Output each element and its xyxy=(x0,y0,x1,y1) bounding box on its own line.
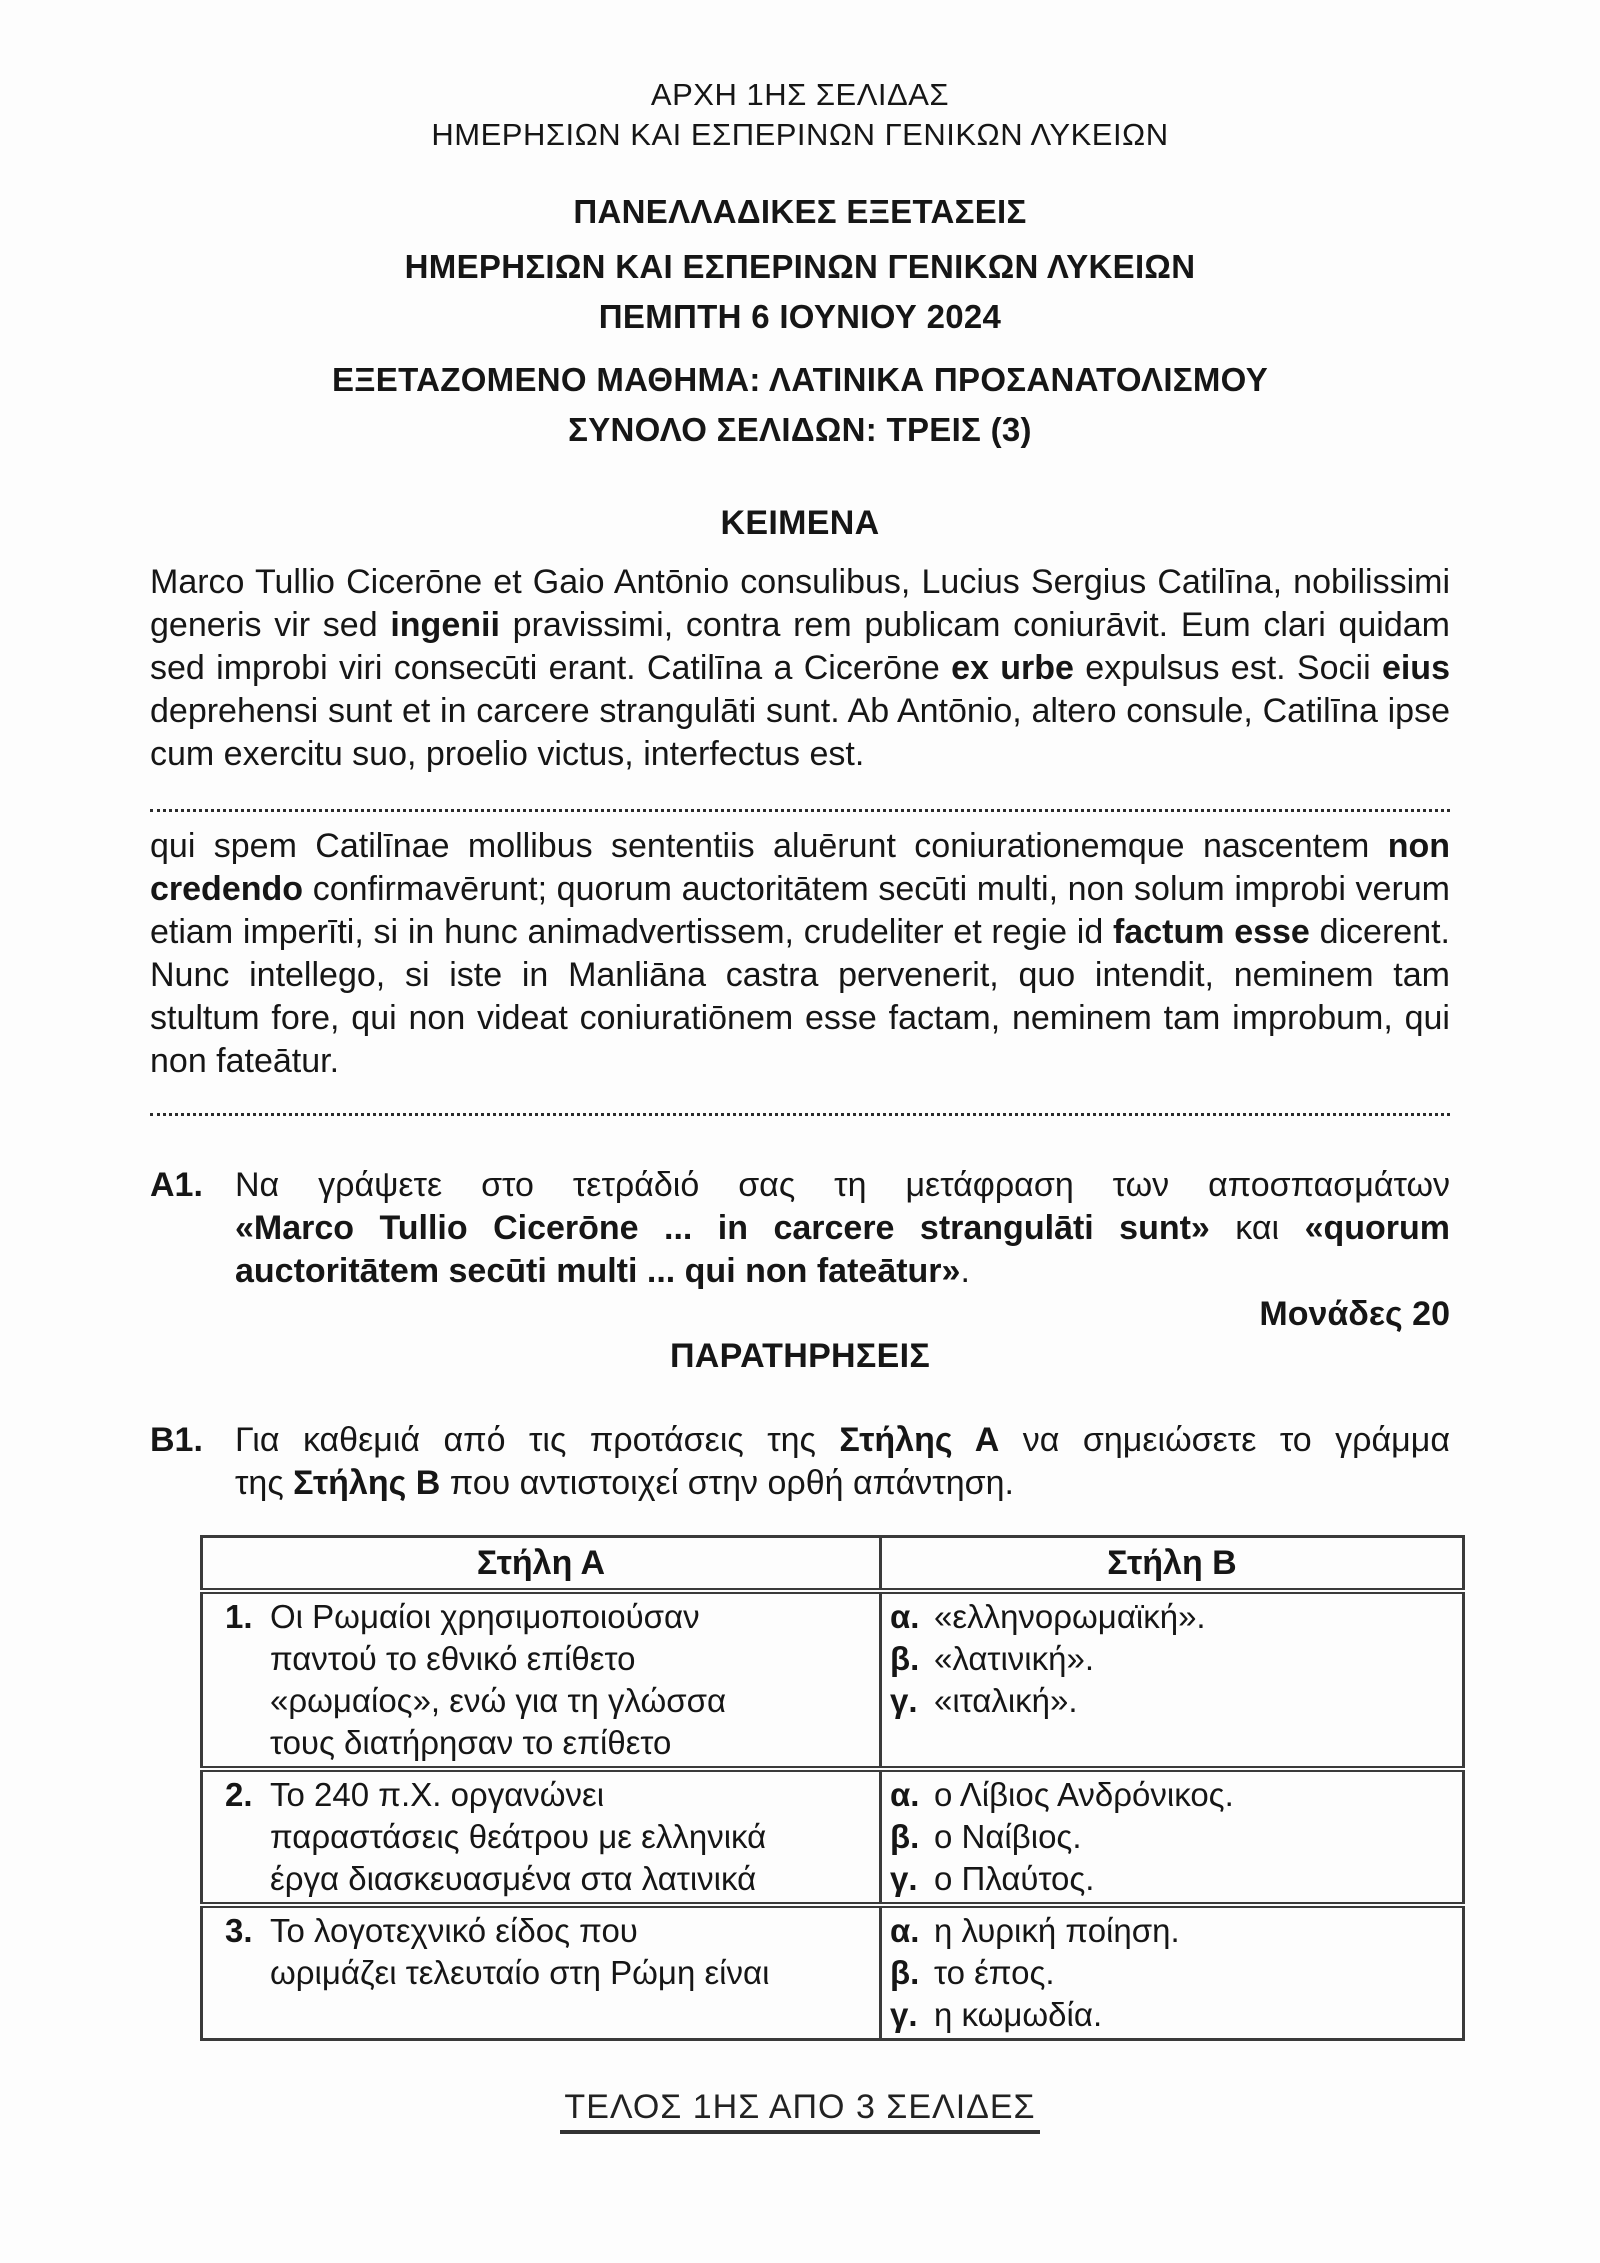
text-line xyxy=(235,1419,1450,1462)
option-text: η κωμωδία. xyxy=(934,1996,1103,2033)
table-row xyxy=(202,1591,1464,1769)
page-start-marker: ΑΡΧΗ 1ΗΣ ΣΕΛΙΔΑΣ xyxy=(650,77,950,112)
col-a-header: Στήλη Α xyxy=(202,1537,881,1592)
latin-paragraph-2 xyxy=(150,825,1450,1083)
text-line xyxy=(235,1207,1450,1250)
observations-title: ΠΑΡΑΤΗΡΗΣΕΙΣ xyxy=(669,1337,931,1375)
option-line xyxy=(890,1638,1454,1680)
text-segment: Για καθεμιά από τις προτάσεις της xyxy=(235,1421,840,1459)
option-text: «λατινική». xyxy=(934,1640,1095,1677)
col-b-cell xyxy=(881,1591,1464,1769)
page-footer: ΤΕΛΟΣ 1ΗΣ ΑΠΟ 3 ΣΕΛΙΔΕΣ xyxy=(560,2086,1039,2134)
text-segment: και xyxy=(1209,1209,1305,1247)
match-table-body xyxy=(202,1591,1464,2040)
col-a-cell-inner xyxy=(211,1774,871,1900)
text-line xyxy=(235,1164,1450,1207)
bold-text-segment: auctoritātem secūti multi ... qui non fateātur» xyxy=(235,1252,961,1290)
option-letter: γ. xyxy=(890,1860,918,1897)
table-row xyxy=(202,1769,1464,1905)
text-segment: που αντιστοιχεί στην ορθή απάντηση. xyxy=(440,1464,1014,1502)
option-letter: β. xyxy=(890,1818,920,1855)
option-text: «ιταλική». xyxy=(934,1682,1078,1719)
question-a1 xyxy=(150,1164,1450,1293)
exam-subtitle: ΗΜΕΡΗΣΙΩΝ ΚΑΙ ΕΣΠΕΡΙΝΩΝ ΓΕΝΙΚΩΝ ΛΥΚΕΙΩΝ xyxy=(404,248,1196,285)
texts-section-title: ΚΕΙΜΕΝΑ xyxy=(720,504,880,542)
option-line xyxy=(890,1994,1454,2036)
question-b1 xyxy=(150,1419,1450,1505)
dotted-separator-1 xyxy=(150,809,1450,812)
col-a-cell xyxy=(202,1769,881,1905)
option-letter: β. xyxy=(890,1954,920,1991)
item-number: 3. xyxy=(225,1912,253,1949)
bold-text-segment: «quorum xyxy=(1304,1209,1451,1247)
option-letter: α. xyxy=(890,1598,920,1635)
text-segment: Marco Tullio Cicerōne et Gaio Antōnio consulibus, Lucius Sergius Catilīna, nobilissimi generis vir sed xyxy=(150,563,1450,644)
col-a-cell xyxy=(202,1905,881,2040)
col-a-cell xyxy=(202,1591,881,1769)
bold-text-segment: eius xyxy=(1381,649,1450,687)
item-text: Το 240 π.Χ. οργανώνει παραστάσεις θεάτρου με ελληνικά έργα διασκευασμένα στα λατινικά xyxy=(270,1776,767,1897)
text-segment: qui spem Catilīnae mollibus sententiis aluērunt coniurationemque nascentem xyxy=(150,827,1388,865)
bold-text-segment: Στήλης Α xyxy=(839,1421,1000,1459)
text-segment: dicerent. Nunc intellego, si iste in Manliāna castra pervenerit, quo intendit, neminem tam stultum fore, qui non videat coniuratiōnem esse factam, neminem tam improbum, qui non fateātur. xyxy=(150,913,1450,1080)
option-text: ο Πλαύτος. xyxy=(934,1860,1095,1897)
col-a-cell-inner xyxy=(211,1596,871,1764)
points-a1: Μονάδες 20 xyxy=(1259,1295,1450,1333)
item-text: Το λογοτεχνικό είδος που ωριμάζει τελευταίο στη Ρώμη είναι xyxy=(270,1912,770,1991)
text-line xyxy=(235,1462,1450,1505)
bold-text-segment: ex urbe xyxy=(951,649,1074,687)
option-line xyxy=(890,1858,1454,1900)
option-line xyxy=(890,1910,1454,1952)
text-line xyxy=(235,1250,1450,1293)
bold-text-segment: ingenii xyxy=(390,606,500,644)
text-segment: deprehensi sunt et in carcere strangulāti sunt. Ab Antōnio, altero consule, Catilīna ipse cum exercitu suo, proelio victus, interfectus est. xyxy=(150,692,1450,773)
bold-text-segment: factum esse xyxy=(1112,913,1310,951)
text-segment: confirmavērunt; quorum auctoritātem secūti multi, non solum improbi verum etiam imperīti, si in hunc animadvertissem, crudeliter et regie id xyxy=(150,870,1450,951)
item-number: 1. xyxy=(225,1598,253,1635)
option-line xyxy=(890,1816,1454,1858)
option-line xyxy=(890,1596,1454,1638)
option-text: ο Ναίβιος. xyxy=(934,1818,1082,1855)
option-letter: β. xyxy=(890,1640,920,1677)
exam-subject: ΕΞΕΤΑΖΟΜΕΝΟ ΜΑΘΗΜΑ: ΛΑΤΙΝΙΚΑ ΠΡΟΣΑΝΑΤΟΛΙΣΜΟΥ xyxy=(331,361,1269,398)
match-table xyxy=(200,1535,1465,2041)
option-letter: α. xyxy=(890,1776,920,1813)
option-text: ο Λίβιος Ανδρόνικος. xyxy=(934,1776,1234,1813)
exam-title: ΠΑΝΕΛΛΑΔΙΚΕΣ ΕΞΕΤΑΣΕΙΣ xyxy=(573,193,1027,230)
bold-text-segment: non credendo xyxy=(150,827,1450,908)
option-text: το έπος. xyxy=(934,1954,1055,1991)
text-segment: pravissimi, contra rem publicam coniurāvit. Eum clari quidam sed improbi viri consecūti erant. Catilīna a Cicerōne xyxy=(150,606,1450,687)
question-b1-text xyxy=(235,1419,1450,1505)
latin-paragraph-1 xyxy=(150,561,1450,776)
option-text: η λυρική ποίηση. xyxy=(934,1912,1180,1949)
bold-text-segment: «Marco Tullio Cicerōne ... in carcere strangulāti sunt» xyxy=(235,1209,1210,1247)
option-letter: α. xyxy=(890,1912,920,1949)
school-type-line: ΗΜΕΡΗΣΙΩΝ ΚΑΙ ΕΣΠΕΡΙΝΩΝ ΓΕΝΙΚΩΝ ΛΥΚΕΙΩΝ xyxy=(431,117,1169,152)
question-a1-text xyxy=(235,1164,1450,1293)
option-line xyxy=(890,1774,1454,1816)
text-segment: να σημειώσετε το γράμμα xyxy=(999,1421,1450,1459)
table-header-row xyxy=(202,1537,1464,1592)
col-b-cell xyxy=(881,1905,1464,2040)
col-b-cell xyxy=(881,1769,1464,1905)
text-segment: Να γράψετε στο τετράδιό σας τη μετάφραση των αποσπασμάτων xyxy=(235,1166,1450,1204)
option-line xyxy=(890,1680,1454,1722)
exam-date: ΠΕΜΠΤΗ 6 ΙΟΥΝΙΟΥ 2024 xyxy=(598,298,1002,335)
option-letter: γ. xyxy=(890,1682,918,1719)
item-number: 2. xyxy=(225,1776,253,1813)
col-b-header: Στήλη Β xyxy=(881,1537,1464,1592)
question-b1-label: Β1. xyxy=(150,1421,203,1459)
option-line xyxy=(890,1952,1454,1994)
text-segment: expulsus est. Socii xyxy=(1073,649,1382,687)
text-segment: της xyxy=(235,1464,294,1502)
bold-text-segment: Στήλης Β xyxy=(293,1464,441,1502)
col-a-cell-inner xyxy=(211,1910,871,1994)
question-a1-label: Α1. xyxy=(150,1166,203,1204)
item-text: Οι Ρωμαίοι χρησιμοποιούσαν παντού το εθνικό επίθετο «ρωμαίος», ενώ για τη γλώσσα τους διατήρησαν το επίθετο xyxy=(270,1598,727,1761)
option-text: «ελληνορωμαϊκή». xyxy=(934,1598,1206,1635)
page-footer-wrap xyxy=(150,2086,1450,2134)
table-row xyxy=(202,1905,1464,2040)
option-letter: γ. xyxy=(890,1996,918,2033)
pages-total: ΣΥΝΟΛΟ ΣΕΛΙΔΩΝ: ΤΡΕΙΣ (3) xyxy=(568,411,1032,448)
text-segment: . xyxy=(960,1252,970,1290)
dotted-separator-2 xyxy=(150,1113,1450,1116)
